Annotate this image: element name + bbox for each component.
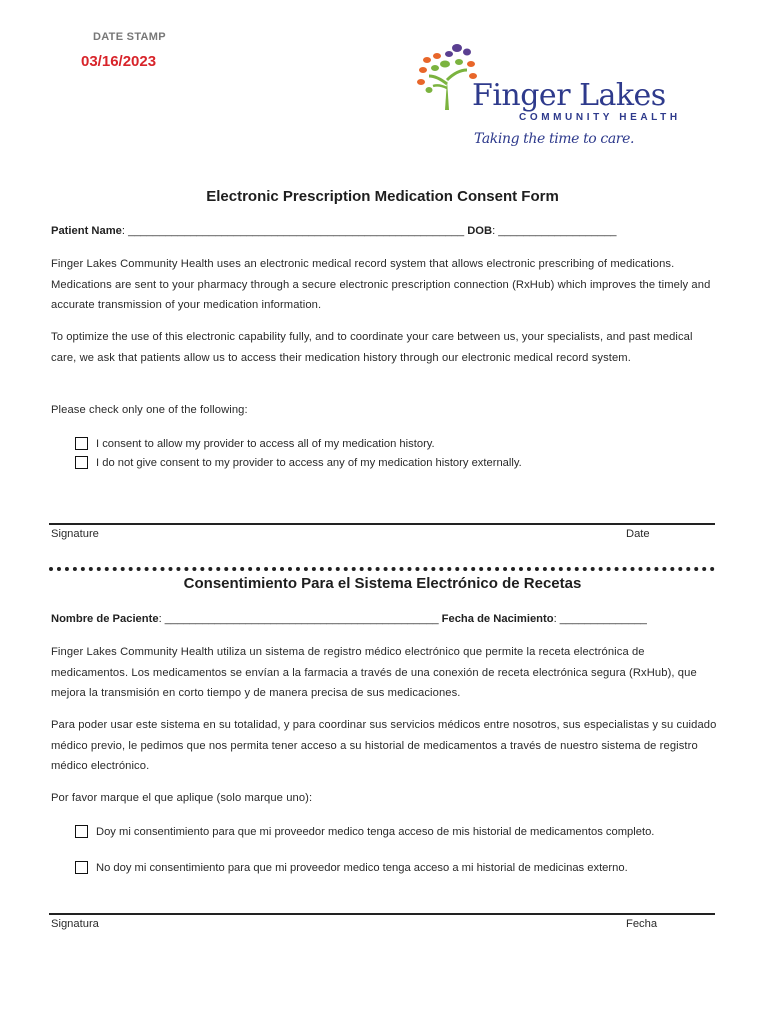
- english-signature-label: Signature: [51, 528, 99, 540]
- spanish-instruction: Por favor marque el que aplique (solo marque uno):: [51, 792, 313, 804]
- spanish-date-label: Fecha: [626, 918, 658, 930]
- spanish-signature-line[interactable]: [49, 913, 715, 915]
- english-paragraph-1: Finger Lakes Community Health uses an electronic medical record system that allows electronic prescribing of medications. Medications are sent to your pharmacy through a secure electronic prescription connection (RxHub) which improves the timely and accurate transmission of your medication information.: [51, 258, 711, 311]
- english-option-label: I consent to allow my provider to access all of my medication history.: [96, 438, 435, 450]
- patient-name-field[interactable]: : ______________________________________________________: [121, 225, 468, 237]
- english-patient-fields: [51, 225, 713, 237]
- spanish-patient-fields: [51, 613, 713, 625]
- english-instruction: Please check only one of the following:: [51, 404, 248, 416]
- no-consent-checkbox[interactable]: [75, 456, 88, 469]
- spanish-option-consent[interactable]: [75, 823, 706, 841]
- dob-field[interactable]: : ___________________: [492, 225, 617, 237]
- english-option-label: I do not give consent to my provider to access any of my medication history externally.: [96, 457, 522, 469]
- english-paragraph-2: To optimize the use of this electronic capability fully, and to coordinate your care between us, your specialists, and past medical care, we ask that patients allow us to access their medication history through our electronic medical record system.: [51, 331, 693, 364]
- fecha-nacimiento-field[interactable]: : ______________: [553, 613, 647, 625]
- logo-tagline: Taking the time to care.: [474, 131, 634, 147]
- section-divider: [49, 567, 715, 571]
- spanish-paragraph-2: Para poder usar este sistema en su totalidad, y para coordinar sus servicios médicos entre nosotros, sus especialistas y su cuidado médico previo, le pedimos que nos permita tener acceso a su historial de medicamentos a través de nuestro sistema de registro médico electrónico.: [51, 719, 717, 772]
- logo-subtitle: COMMUNITY HEALTH: [519, 112, 681, 123]
- spanish-option-label: Doy mi consentimiento para que mi proveedor medico tenga acceso de mis historial de medicamentos completo.: [96, 826, 655, 838]
- english-signature-line[interactable]: [49, 523, 715, 525]
- fecha-nacimiento-label: Fecha de Nacimiento: [441, 613, 554, 625]
- nombre-label: Nombre de Paciente: [51, 613, 159, 625]
- logo-name: Finger Lakes: [472, 78, 666, 113]
- consent-checkbox[interactable]: [75, 437, 88, 450]
- no-consentimiento-checkbox[interactable]: [75, 861, 88, 874]
- english-option-consent[interactable]: [75, 435, 706, 453]
- spanish-option-label: No doy mi consentimiento para que mi proveedor medico tenga acceso a mi historial de medicinas externo.: [96, 862, 628, 874]
- date-stamp-value: 03/16/2023: [81, 53, 157, 70]
- consentimiento-checkbox[interactable]: [75, 825, 88, 838]
- date-stamp-label: DATE STAMP: [93, 31, 166, 43]
- english-form-title: Electronic Prescription Medication Consent Form: [206, 188, 559, 205]
- dob-label: DOB: [467, 225, 493, 237]
- spanish-form-title: Consentimiento Para el Sistema Electrónico de Recetas: [183, 575, 582, 592]
- english-date-label: Date: [626, 528, 650, 540]
- patient-name-label: Patient Name: [51, 225, 122, 237]
- tree-logo-icon: [415, 40, 479, 112]
- spanish-paragraph-1: Finger Lakes Community Health utiliza un sistema de registro médico electrónico que permite la receta electrónica de medicamentos. Los medicamentos se envían a la farmacia a través de una conexión de receta electrónica segura (RxHub), que mejora la transmisión en corto tiempo y de manera precisa de sus medicaciones.: [51, 646, 697, 699]
- spanish-option-no-consent[interactable]: [75, 859, 706, 877]
- english-option-no-consent[interactable]: [75, 454, 706, 472]
- nombre-field[interactable]: : ____________________________________________: [158, 613, 442, 625]
- spanish-signature-label: Signatura: [51, 918, 99, 930]
